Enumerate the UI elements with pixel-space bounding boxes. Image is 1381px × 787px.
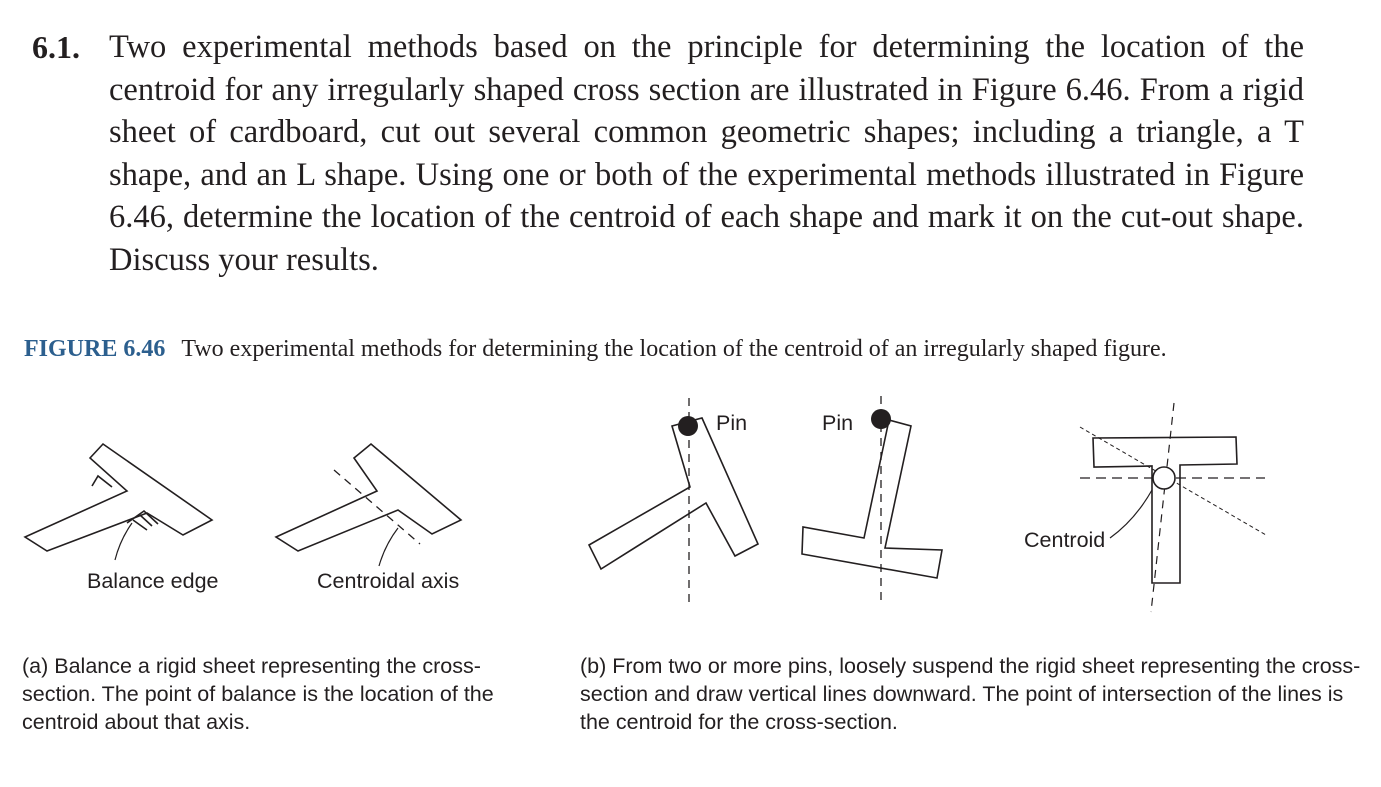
subcaption-a: (a) Balance a rigid sheet representing the cross-section. The point of balance is the location of the centroid about that axis. bbox=[22, 654, 494, 734]
pin-2-icon bbox=[871, 409, 891, 429]
pin-label-2: Pin bbox=[822, 411, 854, 435]
figure-caption bbox=[24, 336, 1369, 363]
figure-6-46-illustration bbox=[0, 380, 1381, 630]
figure-label: FIGURE 6.46 bbox=[24, 336, 166, 362]
centroid-t-shape bbox=[1080, 403, 1266, 612]
balance-edge-t-shape bbox=[25, 444, 212, 560]
centroidal-axis-label: Centroidal axis bbox=[317, 569, 460, 593]
centroid-marker-icon bbox=[1153, 467, 1175, 489]
balance-edge-label: Balance edge bbox=[87, 569, 219, 593]
figure-title: Two experimental methods for determining the location of the centroid of an irregularly shaped figure. bbox=[181, 336, 1167, 362]
problem-number: 6.1. bbox=[32, 29, 80, 65]
pin-label-1: Pin bbox=[716, 411, 748, 435]
centroid-label: Centroid bbox=[1024, 528, 1106, 552]
centroidal-axis-t-shape bbox=[276, 444, 461, 566]
subcaption-b: (b) From two or more pins, loosely suspend the rigid sheet representing the cross-section and draw vertical lines downward. The point of intersection of the lines is the centroid for the cross-section. bbox=[580, 654, 1361, 734]
pin-1-icon bbox=[678, 416, 698, 436]
problem-text: Two experimental methods based on the principle for determining the location of the centroid for any irregularly shaped cross section are illustrated in Figure 6.46. From a rigid sheet of cardboard, cut out several common geometric shapes; including a triangle, a T shape, and an L shape. Using one or both of the experimental methods illustrated in Figure 6.46, determine the location of the centroid of each shape and mark it on the cut-out shape. Discuss your results. bbox=[109, 29, 1304, 278]
